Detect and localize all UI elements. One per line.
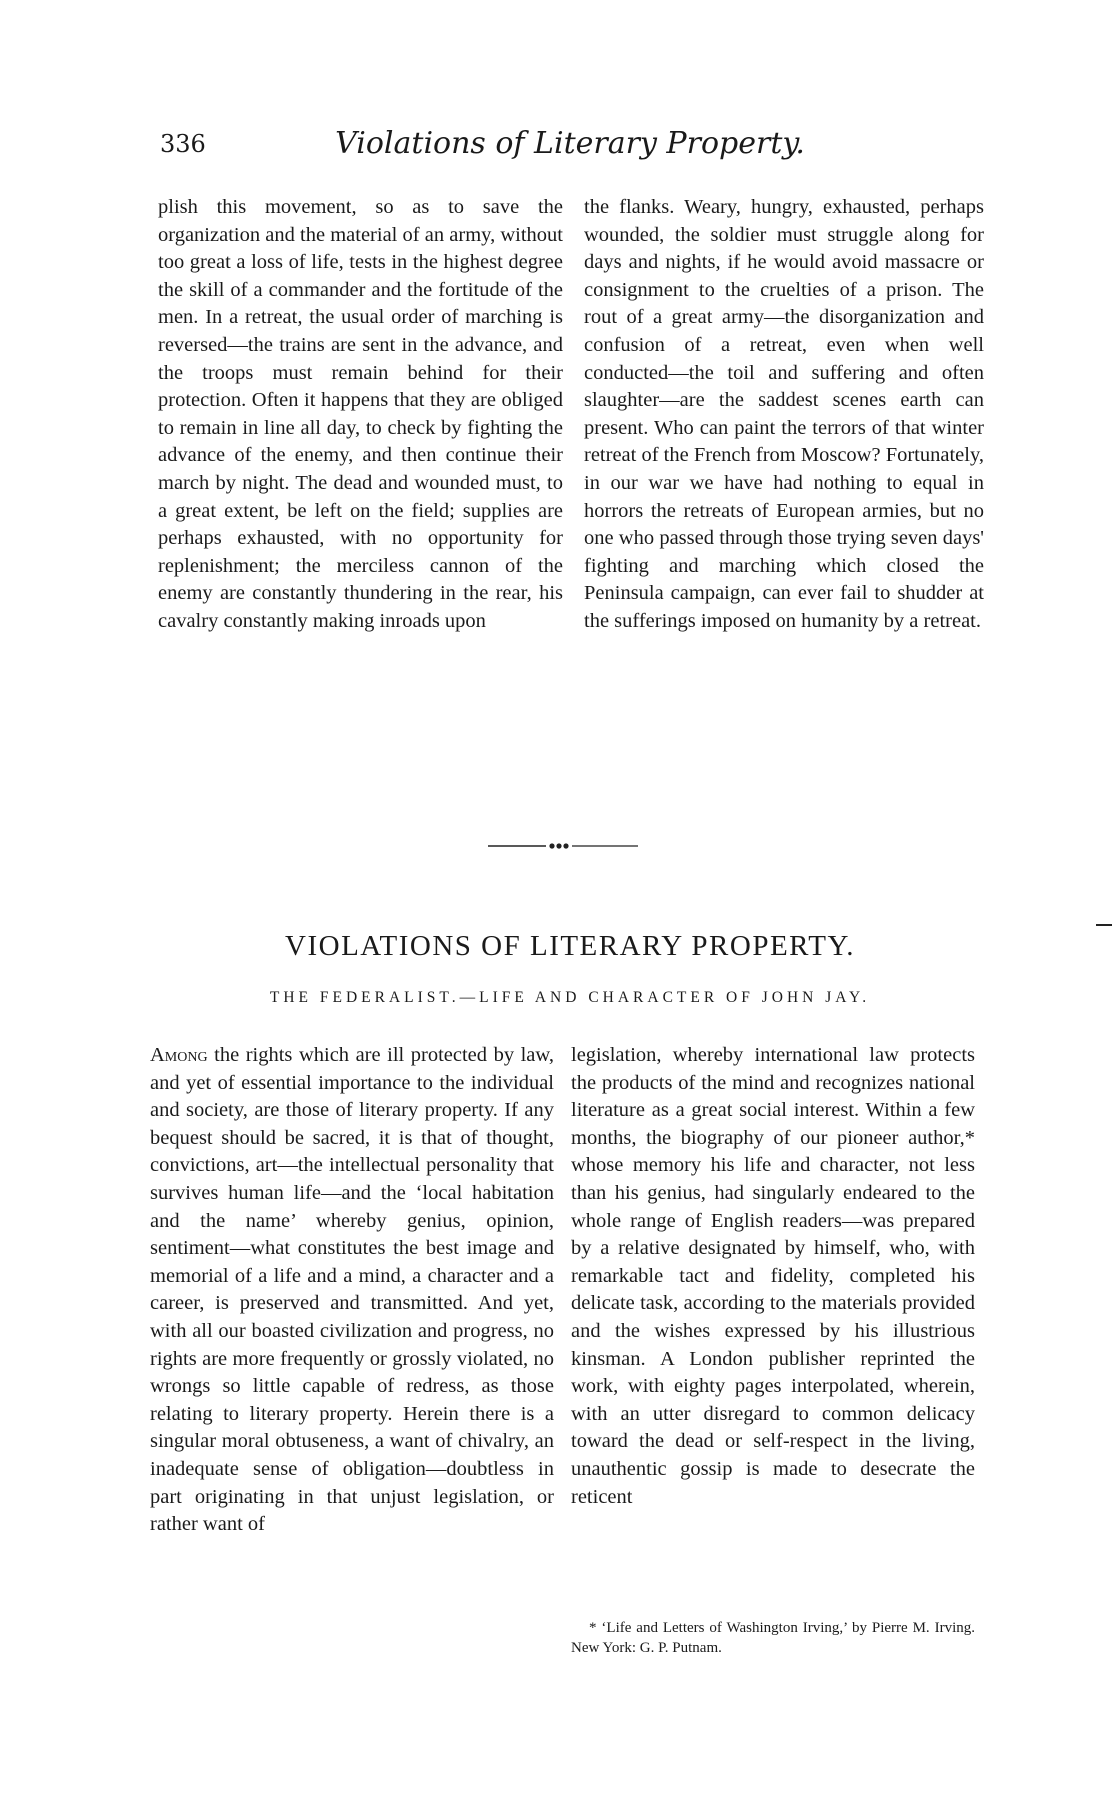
article-left-column bbox=[150, 1042, 554, 1539]
page-header bbox=[160, 126, 980, 180]
article-left-text: the rights which are ill protected by law, and yet of essential importance to the individual and society, are those of literary property. If any bequest should be sacred, it is that of thought, convictions, art—the intellectual personality that survives human life—and the ‘local habitation and the name’ whereby genius, opinion, sentiment—what constitutes the best image and memorial of a life and a mind, a character and a career, is preserved and transmitted. And yet, with all our boasted civilization and progress, no rights are more frequently or grossly violated, no wrongs so little capable of redress, as those relating to literary property. Herein there is a singular moral obtuseness, a want of chivalry, an inadequate sense of obligation—doubtless in part originating in that unjust legislation, or rather want of bbox=[150, 1044, 554, 1536]
article-subtitle: THE FEDERALIST.—LIFE AND CHARACTER OF JOHN JAY. bbox=[269, 989, 871, 1006]
running-title: Violations of Literary Property. bbox=[335, 126, 805, 161]
section-divider-ornament bbox=[488, 840, 638, 852]
footnote-text: * ‘Life and Letters of Washington Irving,’ by Pierre M. Irving. New York: G. P. Putnam. bbox=[571, 1620, 975, 1656]
page-number: 336 bbox=[160, 130, 206, 158]
top-right-paragraph: the flanks. Weary, hungry, exhausted, perhaps wounded, the soldier must struggle along for days and nights, if he would avoid massacre or consignment to the cruelties of a prison. The rout of a great army—the disorganization and confusion of a retreat, even when well conducted—the toil and suffering and often slaughter—are the saddest scenes earth can present. Who can paint the terrors of that winter retreat of the French from Moscow? Fortunately, in our war we have had nothing to equal in horrors the retreats of European armies, but no one who passed through those trying seven days' fighting and marching which closed the Peninsula campaign, can ever fail to shudder at the sufferings imposed on humanity by a retreat. bbox=[584, 196, 985, 632]
top-right-column bbox=[584, 194, 984, 636]
article-right-column bbox=[571, 1042, 975, 1511]
top-left-paragraph: plish this movement, so as to save the organization and the material of an army, without too great a loss of life, tests in the highest degree the skill of a commander and the fortitude of the men. In a retreat, the usual order of marching is reversed—the trains are sent in the advance, and the troops must remain behind for their protection. Often it happens that they are obliged to remain in line all day, to check by fighting the advance of the enemy, and then continue their march by night. The dead and wounded must, to a great extent, be left on the field; supplies are perhaps exhausted, with no opportunity for replenishment; the merciless cannon of the enemy are constantly thundering in the rear, his cavalry constantly making inroads upon bbox=[158, 196, 563, 632]
top-left-column bbox=[158, 194, 563, 636]
drop-lead-word: Among bbox=[150, 1044, 208, 1066]
margin-mark bbox=[1096, 924, 1112, 926]
footnote bbox=[571, 1618, 975, 1658]
article-left-paragraph bbox=[150, 1042, 554, 1539]
article-right-paragraph: legislation, whereby international law protects the products of the mind and recognizes national literature as a great social interest. Within a few months, the biography of our pioneer author,* whose memory his life and character, not less than his genius, had singularly endeared to the whole range of English readers—was prepared by a relative designated by himself, who, with remarkable tact and fidelity, completed his delicate task, according to the materials provided and the wishes expressed by his illustrious kinsman. A London publisher reprinted the work, with eighty pages interpolated, wherein, with an utter disregard to common delicacy toward the dead or self-respect in the living, unauthentic gossip is made to desecrate the reticent bbox=[571, 1044, 975, 1508]
article-title: VIOLATIONS OF LITERARY PROPERTY. bbox=[285, 930, 855, 962]
